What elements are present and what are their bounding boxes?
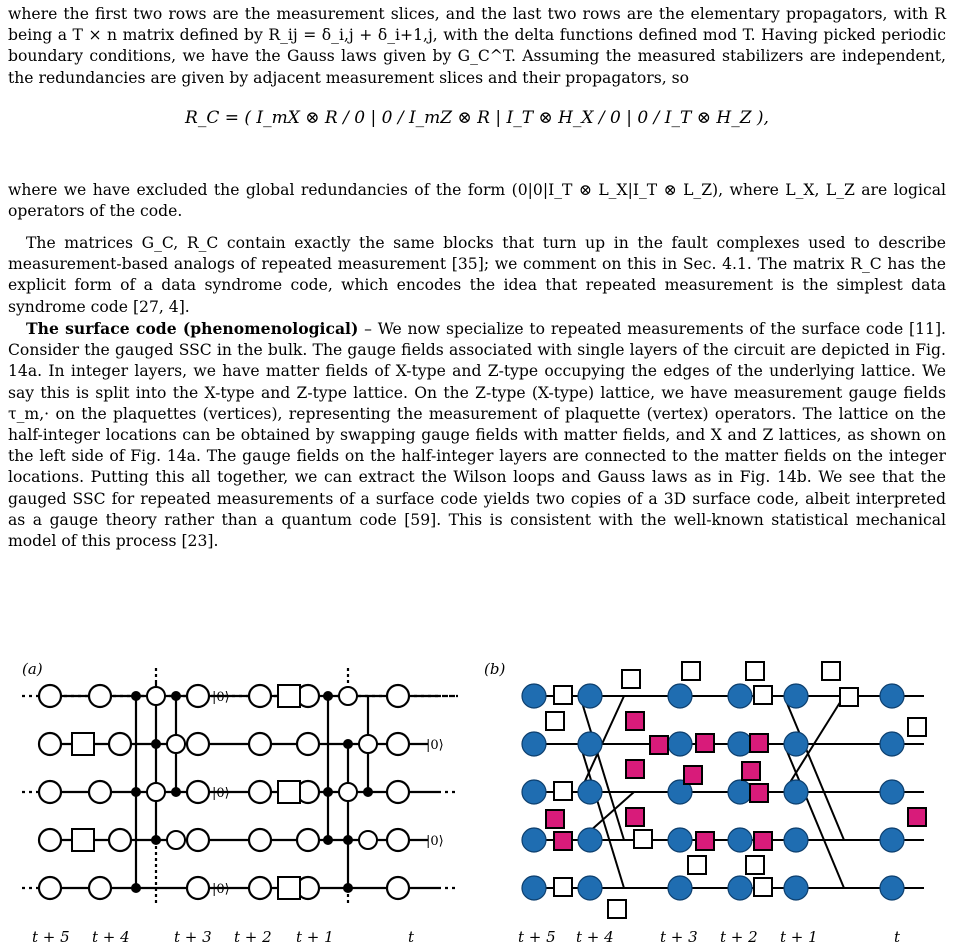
- figure-14b-lattice: [484, 660, 926, 946]
- time-tick: t + 2: [720, 928, 758, 946]
- time-tick: t: [894, 928, 901, 946]
- ket-0-label: |0⟩: [212, 786, 230, 801]
- time-tick: t + 5: [518, 928, 556, 946]
- time-tick: t + 4: [576, 928, 614, 946]
- ket-0-label: |0⟩: [212, 690, 230, 705]
- time-tick: t + 1: [780, 928, 818, 946]
- ket-0-label: |0⟩: [212, 882, 230, 897]
- paragraph-2: where we have excluded the global redundancies of the form (0|0|I_T ⊗ L_X|I_T ⊗ L_Z), where L_X, L_Z are logical operators of the code.: [8, 181, 946, 221]
- paragraph-4-body: – We now specialize to repeated measurements of the surface code [11]. Consider the gauged SSC in the bulk. The gauge fields associated with single layers of the circuit are depicted in Fig. 14a. In integer layers, we have matter fields of X-type and Z-type occupying the edges of the underlying lattice. We say this is split into the X-type and Z-type lattice. On the Z-type (X-type) lattice, we have measurement gauge fields τ_m,· on the plaquettes (vertices), representing the measurement of plaquette (vertex) operators. The lattice on the half-integer locations can be obtained by swapping gauge fields with matter fields, and X and Z lattices, as shown on the left side of Fig. 14a. The gauge fields on the half-integer layers are connected to the matter fields on the integer locations. Putting this all together, we can extract the Wilson loops and Gauss laws as in Fig. 14b. We see that the gauged SSC for repeated measurements of a surface code yields two copies of a 3D surface code, albeit interpreted as a gauge theory rather than a quantum code [59]. This is consistent with the well-known statistical mechanical model of this process [23].: [8, 320, 947, 551]
- time-tick: t + 1: [296, 928, 334, 946]
- time-tick: t + 2: [234, 928, 272, 946]
- time-tick: t: [408, 928, 415, 946]
- time-tick: t + 4: [92, 928, 130, 946]
- ket-0-label: |0⟩: [426, 738, 444, 753]
- paragraph-1: where the first two rows are the measurement slices, and the last two rows are the elementary propagators, with R being a T × n matrix defined by R_ij = δ_i,j + δ_i+1,j, with the delta functions defined mod T. Having picked periodic boundary conditions, we have the Gauss laws given by G_C^T. Assuming the measured stabilizers are independent, the redundancies are given by adjacent measurement slices and their propagators, so: [8, 5, 946, 87]
- panel-a-label: (a): [22, 660, 43, 678]
- paragraph-4: [8, 318, 946, 552]
- ket-0-label: |0⟩: [426, 834, 444, 849]
- panel-b-label: (b): [484, 660, 506, 678]
- figure-14: [8, 660, 946, 952]
- time-tick: t + 5: [32, 928, 70, 946]
- time-tick: t + 3: [660, 928, 698, 946]
- paragraph-4-heading: The surface code (phenomenological): [26, 319, 359, 338]
- paragraph-3: The matrices G_C, R_C contain exactly the same blocks that turn up in the fault complexes used to describe measurement-based analogs of repeated measurement [35]; we comment on this in Sec. 4.1. The matrix R_C has the explicit form of a data syndrome code, which encodes the idea that repeated measurement is the simplest data syndrome code [27, 4].: [8, 234, 946, 316]
- figure-14a-circuit: [22, 660, 458, 946]
- time-tick: t + 3: [174, 928, 212, 946]
- equation-R-C: R_C = ( I_mX ⊗ R / 0 | 0 / I_mZ ⊗ R | I_T ⊗ H_X / 0 | 0 / I_T ⊗ H_Z ),: [185, 108, 769, 128]
